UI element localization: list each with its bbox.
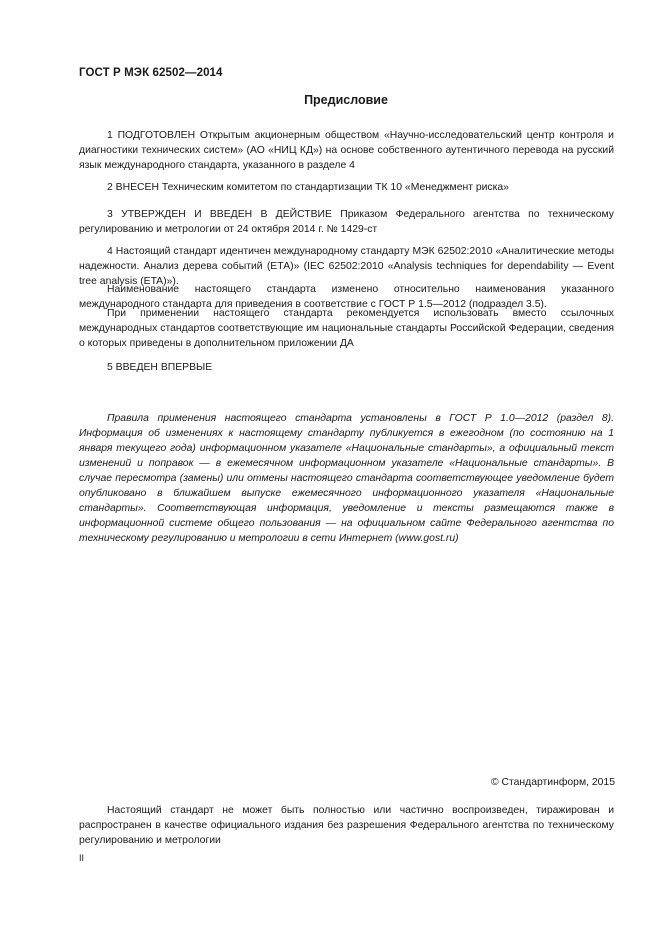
reproduction-notice: Настоящий стандарт не может быть полностью или частично воспроизведен, тиражирован и распространен в качестве официального издания без разрешения Федерального агентства по техническому регулированию и метрологии xyxy=(79,805,614,846)
page-number: II xyxy=(79,853,85,863)
paragraph-introduced-by: 2 ВНЕСЕН Техническим комитетом по стандартизации ТК 10 «Менеджмент риска» xyxy=(107,182,509,193)
paragraph-name-changed: Наименование настоящего стандарта изменено относительно наименования указанного международного стандарта для приведения в соответствие с ГОСТ Р 1.5—2012 (подраздел 3.5). xyxy=(79,284,614,310)
copyright-notice: © Стандартинформ, 2015 xyxy=(490,777,615,788)
rules-of-application-note: Правила применения настоящего стандарта установлены в ГОСТ Р 1.0—2012 (раздел 8). Информация об изменениях к настоящему стандарту публикуется в ежегодном (по состоянию на 1 января текущего года) информационном указателе «Национальные стандарты», а официальный текст изменений и поправок — в ежемесячном информационном указателе «Национальные стандарты». В случае пересмотра (замены) или отмены настоящего стандарта соответствующее уведомление будет опубликовано в ближайшем выпуске ежемесячного информационного указателя «Национальные стандарты». Соответствующая информация, уведомление и тексты размещаются также в информационной системе общего пользования — на официальном сайте Федерального агентства по техническому регулированию и метрологии в сети Интернет (www.gost.ru) xyxy=(79,413,614,544)
paragraph-approved: 3 УТВЕРЖДЕН И ВВЕДЕН В ДЕЙСТВИЕ Приказом Федерального агентства по техническому регулированию и метрологии от 24 октября 2014 г. № 1429-ст xyxy=(79,209,614,235)
page-title: Предисловие xyxy=(304,93,388,107)
paragraph-first-introduced: 5 ВВЕДЕН ВПЕРВЫЕ xyxy=(107,362,213,373)
standard-code-header: ГОСТ Р МЭК 62502—2014 xyxy=(79,67,223,79)
paragraph-identical-standard: 4 Настоящий стандарт идентичен международному стандарту МЭК 62502:2010 «Аналитические методы надежности. Анализ дерева событий (ЕТА)» (IEC 62502:2010 «Analysis techniques for dependability — Event tree analysis (ETA)»). xyxy=(79,246,614,287)
paragraph-references-note: При применении настоящего стандарта рекомендуется использовать вместо ссылочных международных стандартов соответствующие им национальные стандарты Российской Федерации, сведения о которых приведены в дополнительном приложении ДА xyxy=(79,308,614,349)
paragraph-prepared-by: 1 ПОДГОТОВЛЕН Открытым акционерным обществом «Научно-исследовательский центр контроля и диагностики технических систем» (АО «НИЦ КД») на основе собственного аутентичного перевода на русский язык международного стандарта, указанного в разделе 4 xyxy=(79,130,614,171)
